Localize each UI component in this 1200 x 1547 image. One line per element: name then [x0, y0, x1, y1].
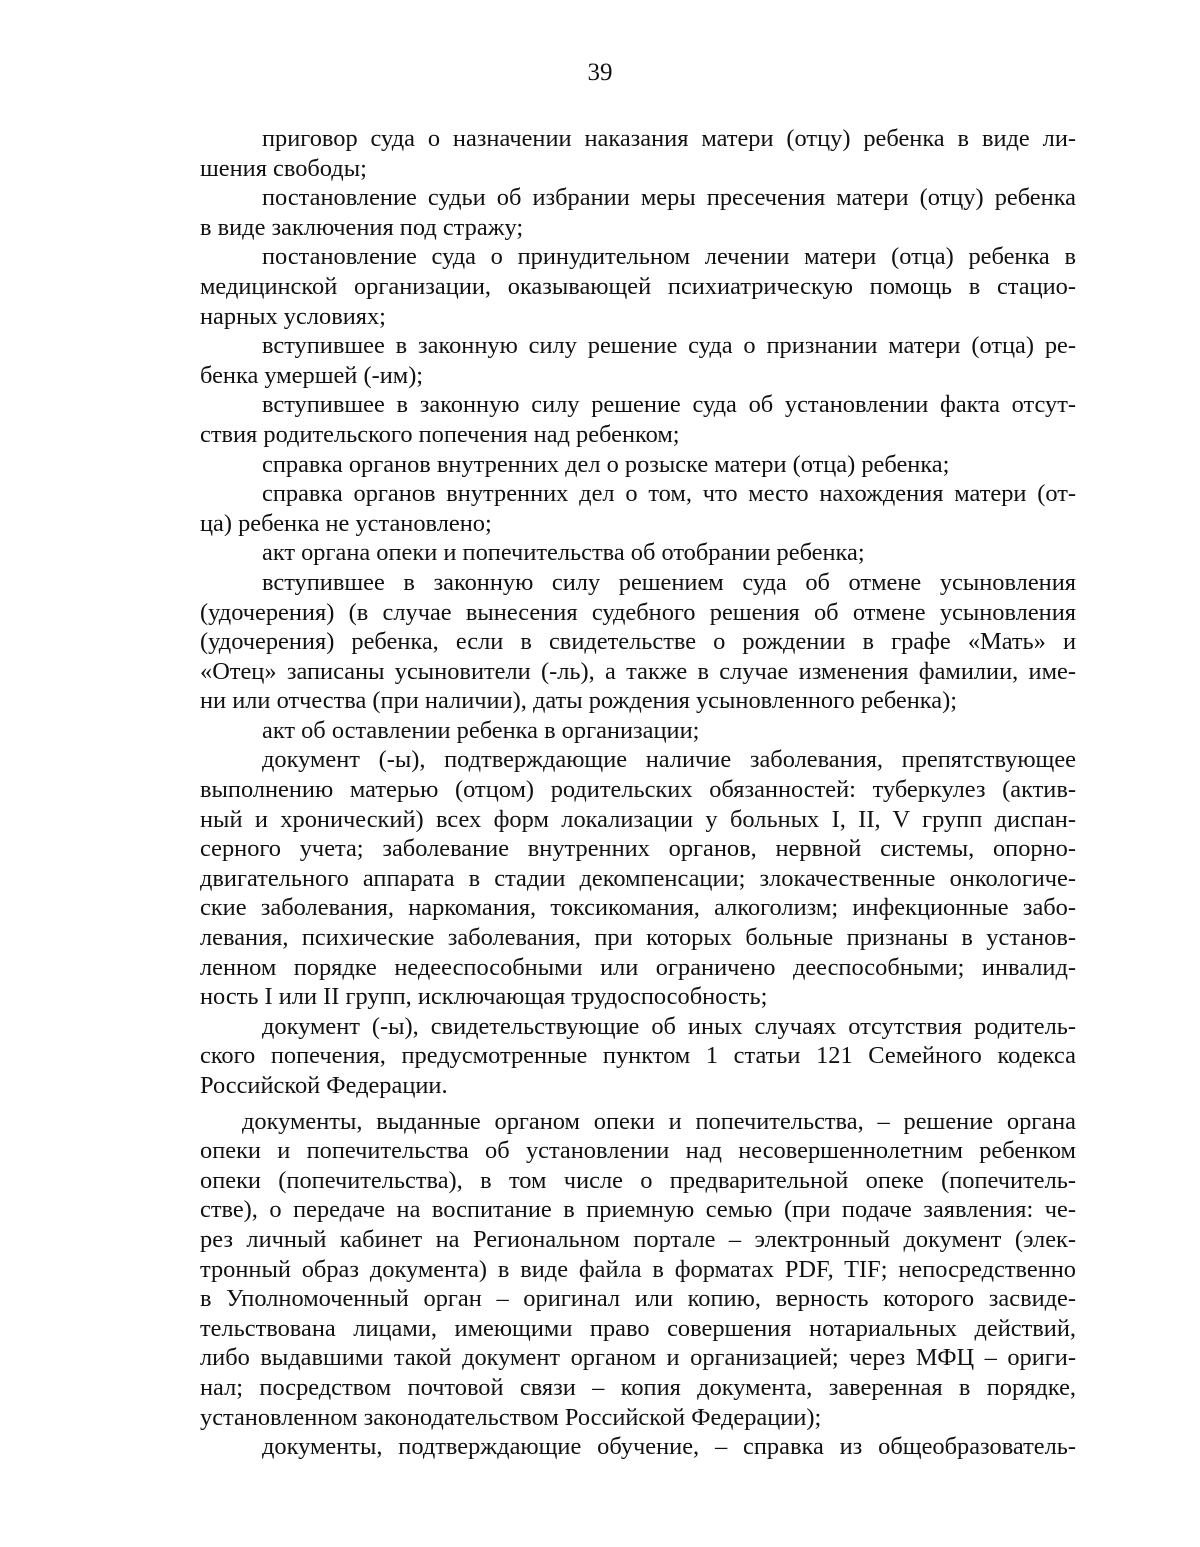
paragraph — [200, 390, 1076, 449]
text-line: установленном законодательством Российской Федерации); — [200, 1403, 822, 1431]
text-line: бенка умершей (-им); — [200, 361, 424, 389]
text-line: ствия родительского попечения над ребенком; — [200, 420, 680, 448]
text-line: нарных условиях; — [200, 302, 386, 330]
text-line: медицинской организации, оказывающей психиатрическую помощь в стацио- — [200, 272, 1076, 300]
paragraph — [200, 1107, 1076, 1433]
page-number: 39 — [587, 59, 613, 86]
paragraph — [200, 450, 1076, 480]
text-line: (удочерения) (в случае вынесения судебного решения об отмене усыновления — [200, 598, 1076, 626]
paragraph — [200, 479, 1076, 538]
paragraph — [200, 183, 1076, 242]
text-line: вступившее в законную силу решением суда об отмене усыновления — [262, 568, 1076, 596]
text-line: двигательного аппарата в стадии декомпенсации; злокачественные онкологиче- — [200, 864, 1076, 892]
text-line: ца) ребенка не установлено; — [200, 509, 492, 537]
text-line: ность I или II групп, исключающая трудоспособность; — [200, 983, 768, 1011]
text-line: ни или отчества (при наличии), даты рождения усыновленного ребенка); — [200, 687, 958, 715]
paragraph — [200, 538, 1076, 568]
text-line: документ (-ы), свидетельствующие об иных случаях отсутствия родитель- — [262, 1012, 1076, 1040]
paragraph — [200, 1012, 1076, 1101]
paragraph — [200, 1432, 1076, 1462]
text-line: постановление суда о принудительном лечении матери (отца) ребенка в — [262, 243, 1076, 271]
paragraph — [200, 745, 1076, 1011]
text-line: постановление судьи об избрании меры пресечения матери (отцу) ребенка — [262, 184, 1076, 212]
text-line: либо выдавшими такой документ органом и организацией; через МФЦ – ориги- — [200, 1344, 1076, 1372]
text-line: документы, выданные органом опеки и попечительства, – решение органа — [242, 1107, 1076, 1135]
text-line: вступившее в законную силу решение суда об установлении факта отсут- — [262, 391, 1076, 419]
text-line: ленном порядке недееспособными или ограничено дееспособными; инвалид- — [200, 953, 1076, 981]
paragraph — [200, 331, 1076, 390]
text-line: серного учета; заболевание внутренних органов, нервной системы, опорно- — [200, 835, 1076, 863]
document-body — [200, 124, 1076, 1462]
text-line: справка органов внутренних дел о том, что место нахождения матери (от- — [262, 480, 1076, 508]
paragraph — [200, 716, 1076, 746]
paragraph — [200, 568, 1076, 716]
text-line: ские заболевания, наркомания, токсикомания, алкоголизм; инфекционные забо- — [200, 894, 1076, 922]
text-line: документы, подтверждающие обучение, – справка из общеобразователь- — [262, 1433, 1076, 1461]
text-line: в виде заключения под стражу; — [200, 213, 524, 241]
text-line: вступившее в законную силу решение суда о признании матери (отца) ре- — [262, 332, 1076, 360]
text-line: тронный образ документа) в виде файла в форматах PDF, TIF; непосредственно — [200, 1255, 1076, 1283]
text-line: документ (-ы), подтверждающие наличие заболевания, препятствующее — [262, 746, 1076, 774]
text-line: выполнению матерью (отцом) родительских обязанностей: туберкулез (актив- — [200, 776, 1076, 804]
text-line: левания, психические заболевания, при которых больные признаны в установ- — [200, 924, 1076, 952]
text-line: приговор суда о назначении наказания матери (отцу) ребенка в виде ли- — [262, 125, 1076, 152]
text-line: ный и хронический) всех форм локализации у больных I, II, V групп диспан- — [200, 805, 1076, 833]
text-line: акт органа опеки и попечительства об отобрании ребенка; — [262, 539, 865, 567]
text-line: шения свободы; — [200, 154, 367, 182]
text-line: рез личный кабинет на Региональном портале – электронный документ (элек- — [200, 1225, 1076, 1253]
text-line: в Уполномоченный орган – оригинал или копию, верность которого засвиде- — [200, 1285, 1076, 1313]
text-line: (удочерения) ребенка, если в свидетельстве о рождении в графе «Мать» и — [200, 628, 1076, 656]
text-line: Российской Федерации. — [200, 1072, 448, 1099]
text-line: опеки и попечительства об установлении над несовершеннолетним ребенком — [200, 1137, 1076, 1165]
text-line: ского попечения, предусмотренные пунктом 1 статьи 121 Семейного кодекса — [200, 1042, 1076, 1070]
text-line: нал; посредством почтовой связи – копия документа, заверенная в порядке, — [200, 1373, 1076, 1401]
text-line: стве), о передаче на воспитание в приемную семью (при подаче заявления: че- — [200, 1196, 1076, 1224]
text-line: «Отец» записаны усыновители (-ль), а также в случае изменения фамилии, име- — [200, 657, 1076, 685]
text-line: опеки (попечительства), в том числе о предварительной опеке (попечитель- — [200, 1166, 1076, 1194]
text-line: акт об оставлении ребенка в организации; — [262, 716, 700, 744]
text-line: тельствована лицами, имеющими право совершения нотариальных действий, — [200, 1314, 1076, 1342]
paragraph — [200, 124, 1076, 183]
text-line: справка органов внутренних дел о розыске матери (отца) ребенка; — [262, 450, 950, 478]
paragraph — [200, 242, 1076, 331]
